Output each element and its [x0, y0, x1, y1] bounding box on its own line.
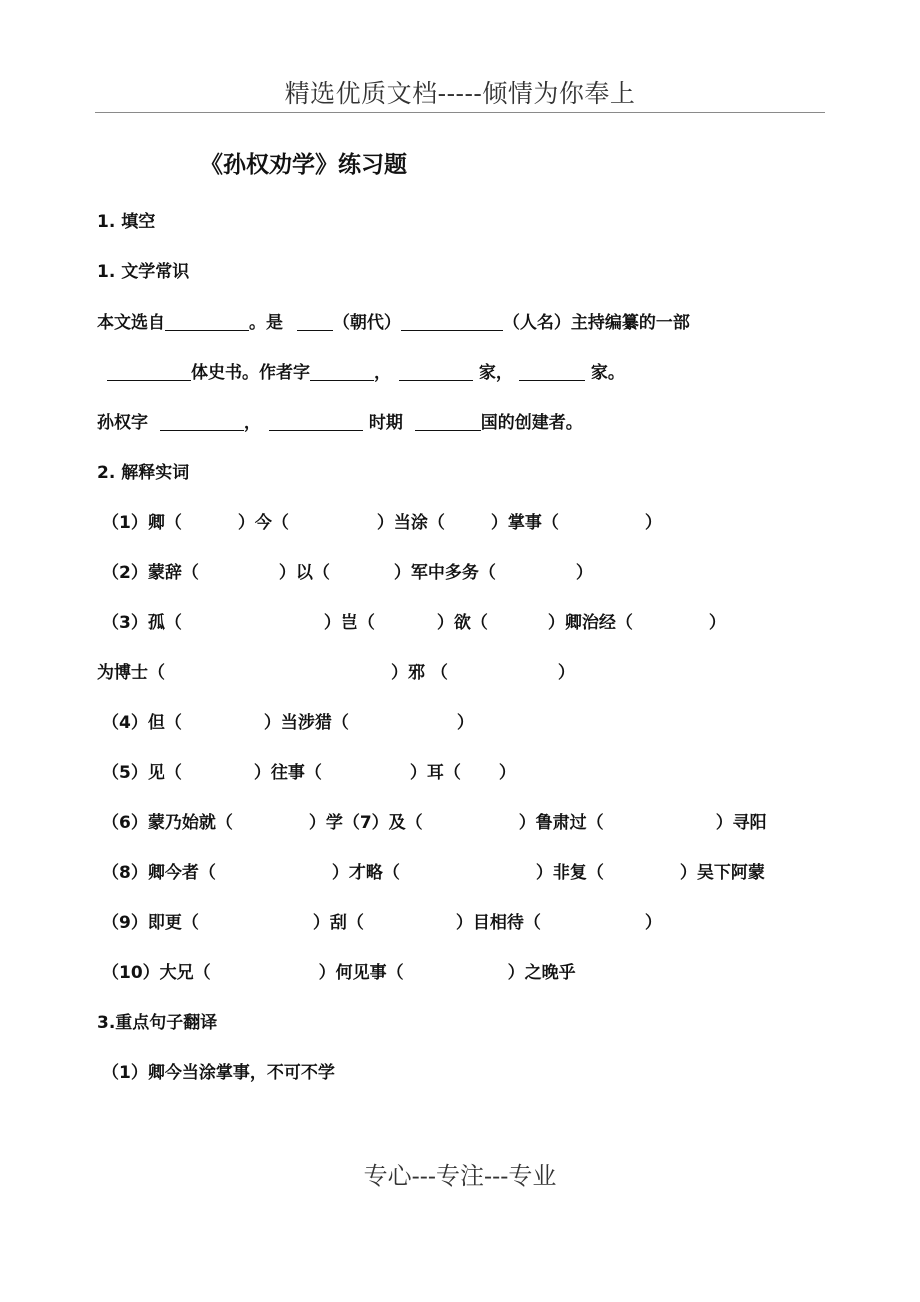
vocab-term: 为博士（ [97, 663, 165, 683]
vocab-term: ） [644, 913, 662, 933]
text-segment: 家。 [584, 363, 625, 383]
blank-role-2[interactable] [519, 362, 585, 381]
text-segment: 家， [473, 363, 513, 383]
vocab-term: ）军中多务（ [393, 563, 496, 583]
vocab-term: ）欲（ [436, 613, 488, 633]
text-segment: 本文选自 [97, 313, 165, 333]
vocab-term: ）邪 （ [391, 663, 448, 683]
vocab-term: （9）即更（ [102, 913, 199, 933]
vocab-term: （1）卿（ [102, 513, 182, 533]
vocab-row-4 [102, 711, 474, 735]
text-segment: 国的创建者。 [480, 413, 583, 433]
vocab-term: ）目相待（ [455, 913, 541, 933]
translation-question-1: （1）卿今当涂掌事，不可不学 [102, 1063, 335, 1083]
vocab-term: ）当涉猎（ [263, 713, 349, 733]
vocab-term: （5）见（ [102, 763, 182, 783]
vocab-term: （4）但（ [102, 713, 182, 733]
vocab-term: ）今（ [237, 513, 289, 533]
text-segment: ， [243, 413, 261, 433]
text-segment: （朝代） [332, 313, 401, 333]
vocab-term: （2）蒙辞（ [102, 563, 199, 583]
vocab-term: ）当涂（ [376, 513, 445, 533]
vocab-term: ） [644, 513, 662, 533]
vocab-term: ）岂（ [323, 613, 375, 633]
blank-history-type[interactable] [107, 362, 191, 381]
vocab-term: ） [708, 613, 726, 633]
vocab-term: ）非复（ [535, 863, 604, 883]
text-segment: 时期 [362, 413, 409, 433]
text-segment: 孙权字 [97, 413, 154, 433]
vocab-term: ）吴下阿蒙 [679, 863, 765, 883]
page-footer: 专心---专注---专业 [363, 1162, 557, 1190]
vocab-term: ）何见事（ [318, 963, 404, 983]
vocab-term: （3）孤（ [102, 613, 182, 633]
section-1-heading: 1. 填空 [97, 212, 156, 232]
vocab-term: ）才略（ [331, 863, 400, 883]
vocab-term: ）往事（ [253, 763, 322, 783]
vocab-term: ）卿治经（ [547, 613, 633, 633]
vocab-term: ） [557, 663, 575, 683]
fill-line-1 [97, 311, 690, 335]
section-3-heading: 3.重点句子翻译 [97, 1013, 218, 1033]
blank-sunquan-courtesy[interactable] [160, 412, 244, 431]
text-segment: ， [374, 363, 391, 383]
text-segment: 体史书。作者字 [191, 363, 310, 383]
vocab-term: ）学（7）及（ [308, 813, 423, 833]
page-title: 《孙权劝学》练习题 [200, 152, 407, 178]
vocab-term: ） [456, 713, 474, 733]
blank-book[interactable] [165, 312, 249, 331]
vocab-row-3 [102, 611, 726, 635]
vocab-row-2 [102, 561, 593, 585]
section-2-heading: 2. 解释实词 [97, 463, 190, 483]
vocab-term: ）刮（ [312, 913, 364, 933]
vocab-term: ）之晚乎 [507, 963, 576, 983]
vocab-term: ）耳（ [409, 763, 461, 783]
vocab-row-5 [102, 761, 516, 785]
vocab-term: ）寻阳 [715, 813, 767, 833]
text-segment: （人名）主持编纂的一部 [502, 313, 690, 333]
vocab-row-6-7 [102, 811, 767, 835]
vocab-term: ） [498, 763, 516, 783]
vocab-term: （10）大兄（ [102, 963, 211, 983]
vocab-term: ） [575, 563, 593, 583]
vocab-row-8 [102, 861, 765, 885]
vocab-row-9 [102, 911, 662, 935]
blank-author-courtesy[interactable] [310, 362, 374, 381]
page-header: 精选优质文档-----倾情为你奉上 [284, 79, 636, 108]
vocab-row-10 [102, 961, 576, 985]
vocab-row-1 [102, 511, 662, 535]
blank-role-1[interactable] [399, 362, 473, 381]
vocab-row-3-continued [97, 661, 575, 685]
vocab-term: （8）卿今者（ [102, 863, 216, 883]
subsection-literature-heading: 1. 文学常识 [97, 262, 190, 282]
blank-state[interactable] [415, 412, 481, 431]
vocab-term: ）鲁肃过（ [518, 813, 604, 833]
blank-period[interactable] [269, 412, 363, 431]
vocab-term: ）以（ [278, 563, 330, 583]
blank-editor[interactable] [401, 312, 503, 331]
vocab-term: ）掌事（ [490, 513, 559, 533]
fill-line-3 [97, 411, 583, 435]
blank-dynasty[interactable] [297, 312, 333, 331]
text-segment: 。是 [249, 313, 289, 333]
fill-line-2 [107, 361, 625, 385]
header-divider [95, 112, 825, 113]
vocab-term: （6）蒙乃始就（ [102, 813, 233, 833]
